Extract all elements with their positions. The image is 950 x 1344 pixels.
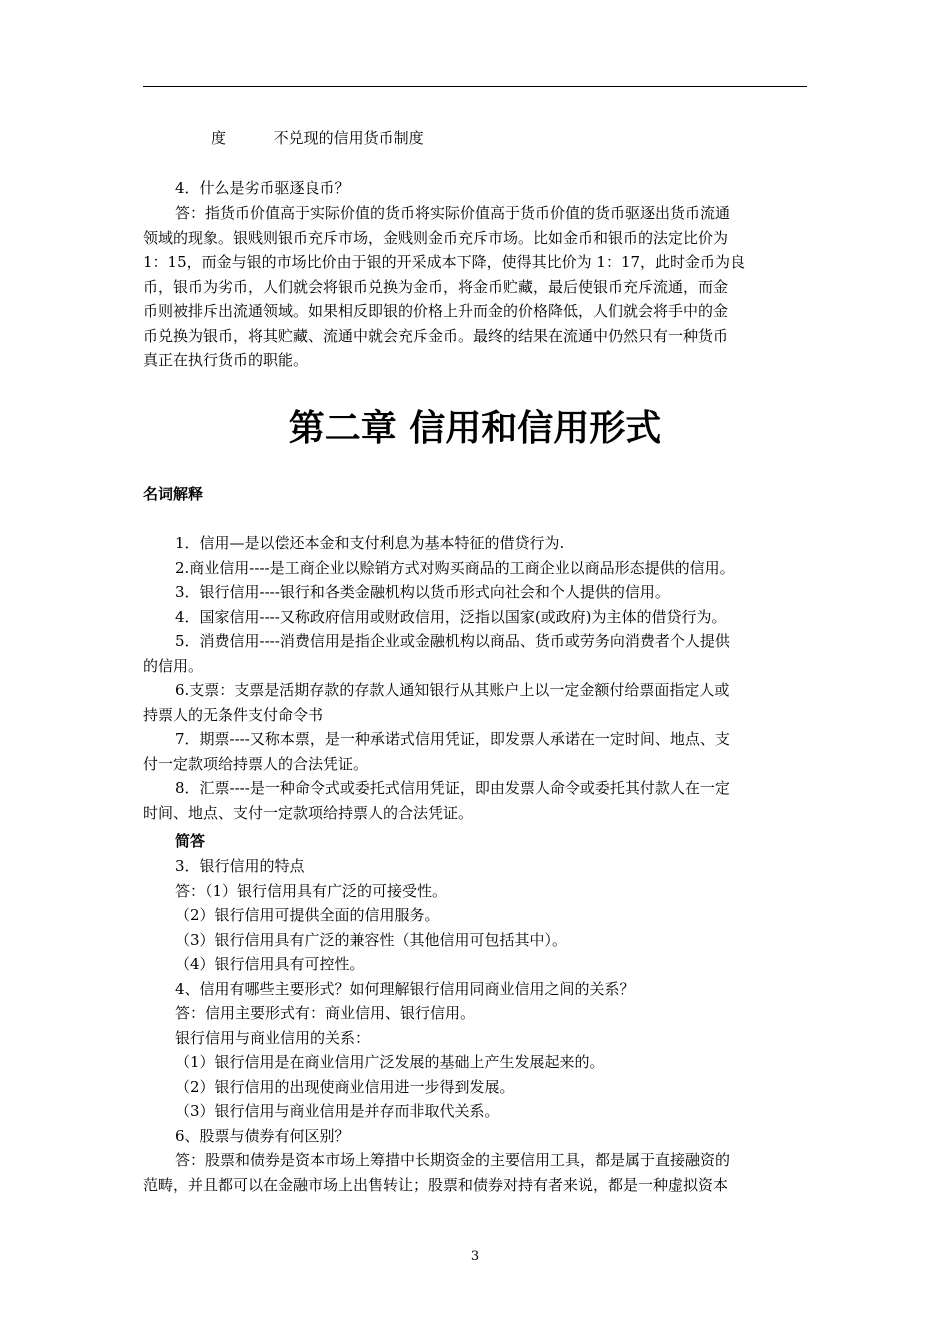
sa4-relation: 银行信用与商业信用的关系：: [175, 1028, 371, 1047]
q4-answer-line: 币兑换为银币，将其贮藏、流通中就会充斥金币。最终的结果在流通中仍然只有一种货币: [143, 326, 729, 345]
term-item: 3．银行信用----银行和各类金融机构以货币形式向社会和个人提供的信用。: [175, 583, 670, 601]
q4-answer-line: 币则被排斥出流通领域。如果相反即银的价格上升而金的价格降低，人们就会将手中的金: [143, 302, 729, 320]
q4-answer-line: 真正在执行货币的职能。: [143, 351, 309, 369]
sa3-line: （4）银行信用具有可控性。: [175, 955, 365, 973]
fragment-left: 度: [211, 129, 227, 147]
term-item: 2.商业信用----是工商企业以赊销方式对购买商品的工商企业以商品形态提供的信用。: [175, 558, 735, 577]
q4-question: 4．什么是劣币驱逐良币？: [175, 179, 350, 197]
term-item: 1．信用—是以偿还本金和支付利息为基本特征的借贷行为.: [175, 534, 565, 552]
term-item-cont: 时间、地点、支付一定款项给持票人的合法凭证。: [143, 803, 474, 822]
chapter-title: 第二章 信用和信用形式: [288, 408, 662, 449]
sa3-block: [143, 854, 807, 1197]
sa4-question: 4、信用有哪些主要形式？如何理解银行信用同商业信用之间的关系？: [175, 979, 635, 998]
term-item: 5．消费信用----消费信用是指企业或金融机构以商品、货币或劳务向消费者个人提供: [175, 632, 730, 650]
top-fragment: [143, 126, 875, 151]
q4-answer: [143, 201, 807, 373]
header-rule: [143, 86, 807, 87]
sa3-line: 答：（1）银行信用具有广泛的可接受性。: [175, 881, 448, 900]
terms-list: [143, 531, 807, 825]
term-item-cont: 付一定款项给持票人的合法凭证。: [143, 754, 369, 773]
page-number: 3: [470, 1249, 480, 1264]
q4-answer-line: 1：15，而金与银的市场比价由于银的开采成本下降，使得其比价为 1：17，此时金币为良: [143, 253, 746, 271]
short-answer-heading: 简答: [175, 832, 206, 850]
term-item: 6.支票：支票是活期存款的存款人通知银行从其账户上以一定金额付给票面指定人或: [175, 681, 730, 699]
q4-answer-line: 领域的现象。银贱则银币充斥市场，金贱则金币充斥市场。比如金币和银币的法定比价为: [143, 228, 729, 247]
term-item-cont: 的信用。: [143, 656, 204, 675]
sa3-line: （3）银行信用具有广泛的兼容性（其他信用可包括其中）。: [175, 930, 568, 949]
sa4-line: （2）银行信用的出现使商业信用进一步得到发展。: [175, 1077, 515, 1096]
sa6-question: 6、股票与债券有何区别？: [175, 1126, 350, 1145]
sa3-question: 3．银行信用的特点: [175, 857, 305, 875]
terms-heading: 名词解释: [143, 485, 204, 503]
term-item: 7．期票----又称本票，是一种承诺式信用凭证，即发票人承诺在一定时间、地点、支: [175, 730, 730, 748]
sa6-answer-cont: 范畴，并且都可以在金融市场上出售转让；股票和债券对持有者来说，都是一种虚拟资本: [143, 1175, 729, 1194]
fragment-right: 不兑现的信用货币制度: [273, 129, 424, 147]
sa4-line: （1）银行信用是在商业信用广泛发展的基础上产生发展起来的。: [175, 1053, 605, 1071]
sa6-answer: 答：股票和债券是资本市场上筹措中长期资金的主要信用工具，都是属于直接融资的: [175, 1151, 731, 1169]
term-item: 4．国家信用----又称政府信用或财政信用，泛指以国家(或政府)为主体的借贷行为。: [175, 607, 727, 626]
q4-answer-line: 答：指货币价值高于实际价值的货币将实际价值高于货币价值的货币驱逐出货币流通: [175, 204, 731, 222]
term-item-cont: 持票人的无条件支付命令书: [143, 705, 324, 724]
sa4-answer: 答：信用主要形式有：商业信用、银行信用。: [175, 1004, 476, 1022]
sa3-line: （2）银行信用可提供全面的信用服务。: [175, 906, 440, 924]
q4-answer-line: 币，银币为劣币，人们就会将银币兑换为金币，将金币贮藏，最后使银币充斥流通，而金: [143, 277, 729, 296]
term-item: 8．汇票----是一种命令式或委托式信用凭证，即由发票人命令或委托其付款人在一定: [175, 779, 730, 797]
sa4-line: （3）银行信用与商业信用是并存而非取代关系。: [175, 1102, 500, 1120]
